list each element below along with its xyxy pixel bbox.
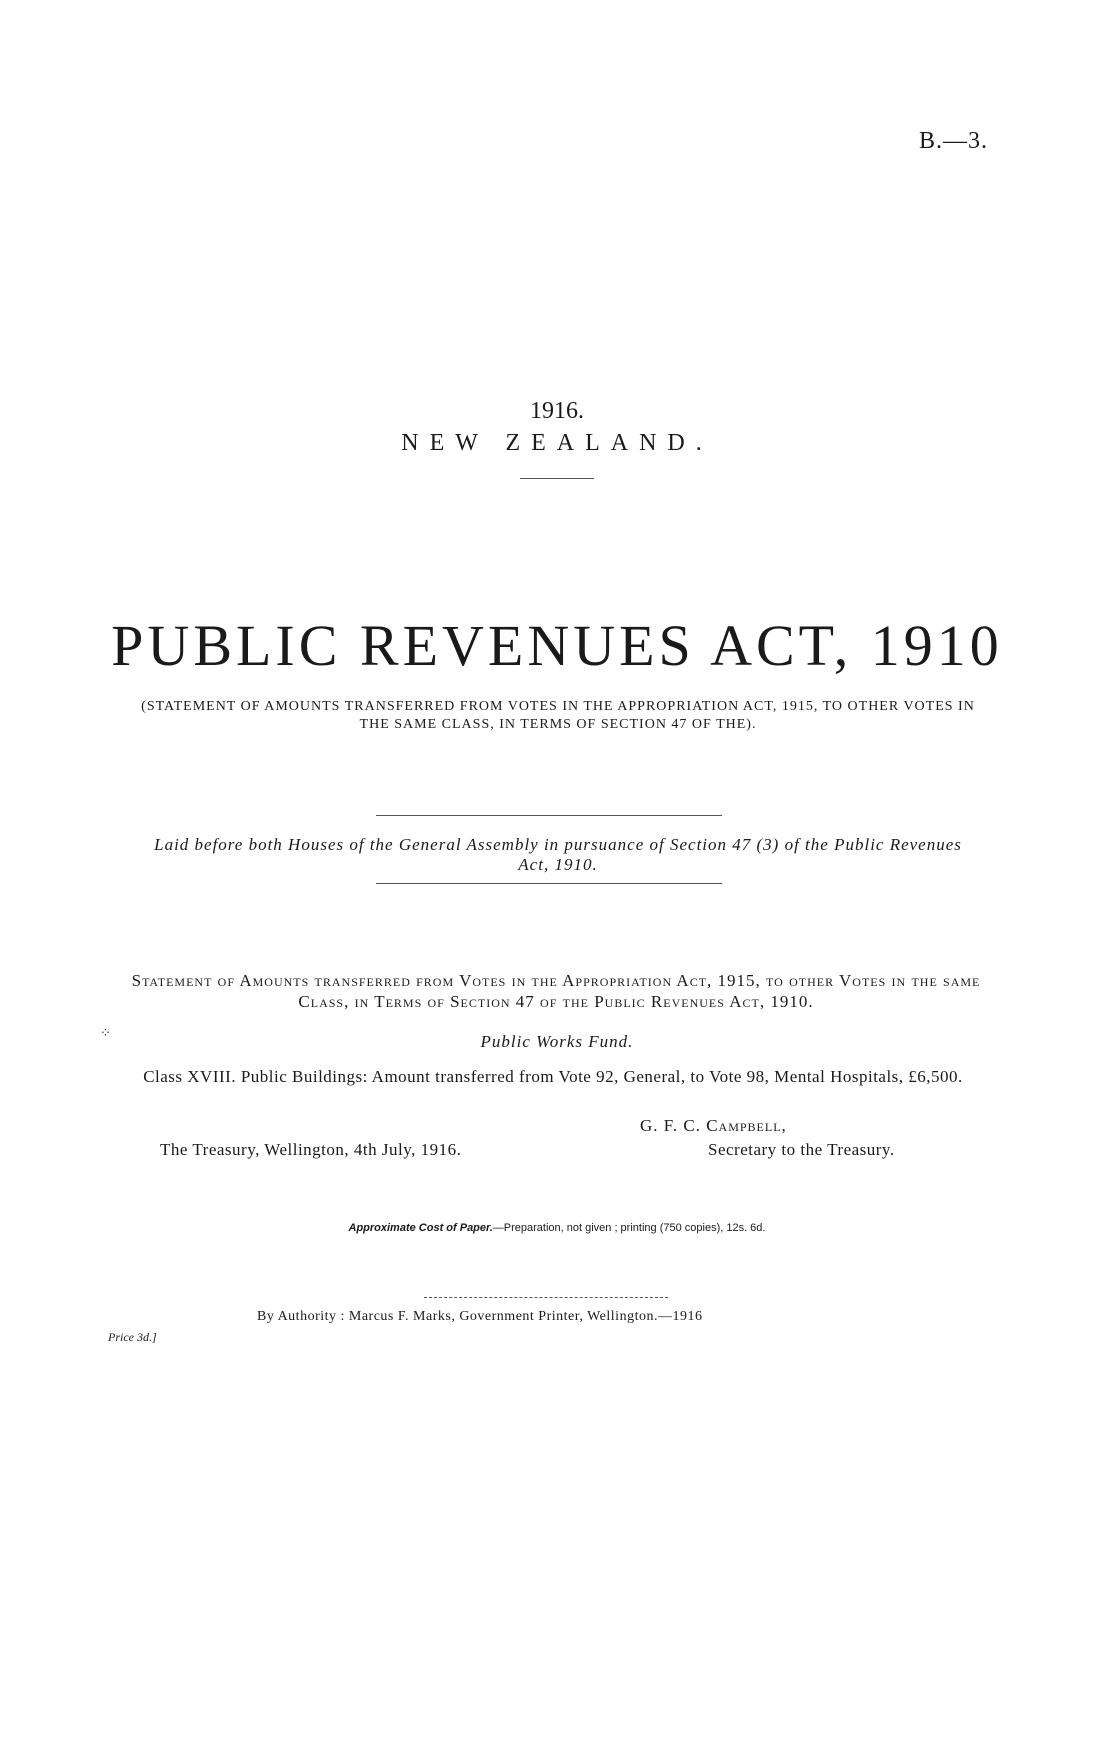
laid-before-note: Laid before both Houses of the General Assembly in pursuance of Section 47 (3) of the Public Revenues Act, 1910. (154, 835, 962, 874)
fund-name: Public Works Fund. (480, 1032, 634, 1051)
cost-text: —Preparation, not given ; printing (750 copies), 12s. 6d. (492, 1222, 766, 1234)
document-subtitle: (STATEMENT OF AMOUNTS TRANSFERRED FROM VOTES IN THE APPROPRIATION ACT, 1915, TO OTHER VOTES IN THE SAME CLASS, IN TERMS OF SECTION 47 OF THE). (141, 699, 975, 732)
class-transfer-line: Class XVIII. Public Buildings: Amount transferred from Vote 92, General, to Vote 98, Mental Hospitals, £6,500. (143, 1067, 963, 1086)
printer-line: By Authority : Marcus F. Marks, Government Printer, Wellington.—1916 (257, 1309, 703, 1324)
signer-name: G. F. C. Campbell, (640, 1116, 787, 1135)
divider (376, 815, 722, 816)
document-reference: B.—3. (918, 128, 988, 154)
divider (520, 478, 594, 479)
cost-of-paper (0, 1222, 1114, 1234)
divider (424, 1297, 668, 1298)
document-year: 1916. (530, 398, 584, 424)
cost-label: Approximate Cost of Paper. (348, 1222, 493, 1234)
document-country: NEW ZEALAND. (401, 430, 713, 456)
stray-mark-icon: ⁘ (100, 1025, 111, 1040)
statement-heading: Statement of Amounts transferred from Votes in the Appropriation Act, 1915, to other Votes in the same Class, in Terms of Section 47 of the Public Revenues Act, 1910. (131, 971, 981, 1011)
place-date: The Treasury, Wellington, 4th July, 1916. (160, 1140, 462, 1159)
divider (376, 883, 722, 884)
price: Price 3d.] (108, 1330, 157, 1344)
document-title: PUBLIC REVENUES ACT, 1910 (111, 613, 1003, 678)
signer-title: Secretary to the Treasury. (708, 1140, 895, 1159)
